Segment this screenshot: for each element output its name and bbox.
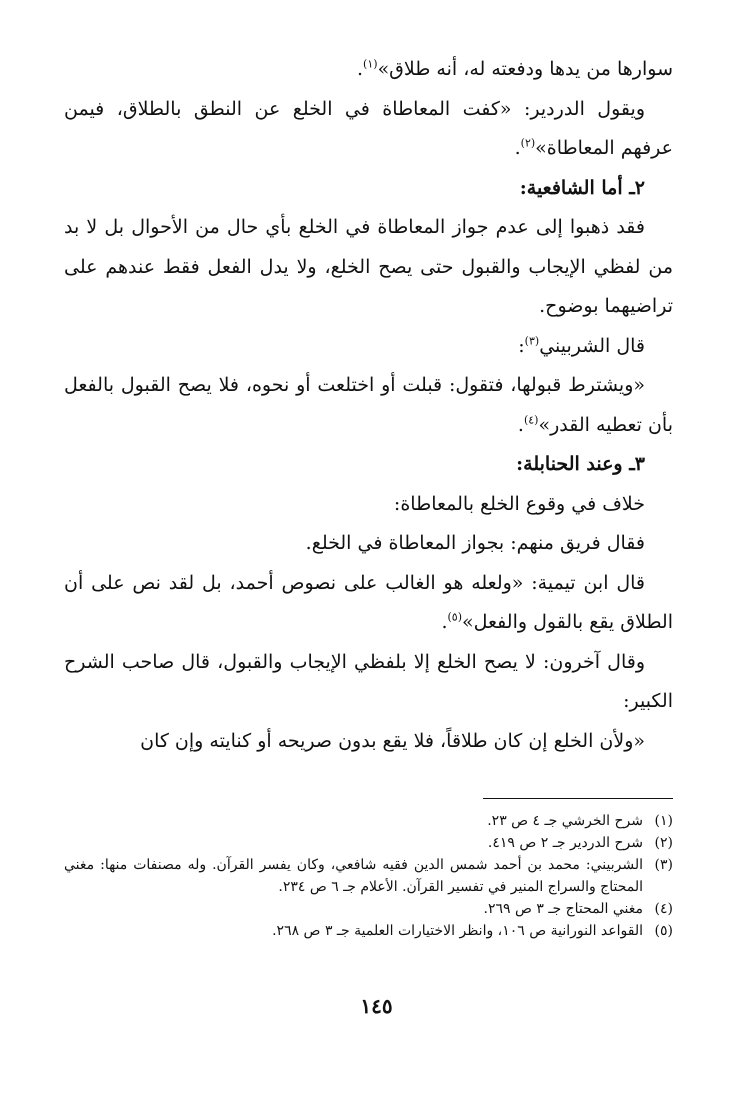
paragraph-4: [64, 327, 673, 367]
footnote-item: [64, 832, 673, 854]
paragraph-end: .: [357, 58, 364, 80]
heading-text: ٣ـ وعند الحنابلة:: [516, 453, 645, 475]
section-heading-hanbali: [64, 445, 673, 485]
paragraph-text: وقال آخرون: لا يصح الخلع إلا بلفظي الإيجاب والقبول، قال صاحب الشرح الكبير:: [64, 650, 673, 712]
footnote-item: [64, 920, 673, 942]
paragraph-2: [64, 90, 673, 169]
section-heading-shafii: [64, 169, 673, 209]
paragraph-text: سوارها من يدها ودفعته له، أنه طلاق»: [377, 58, 673, 80]
footnote-number: (٢): [654, 835, 673, 851]
footnote-ref[interactable]: (٤): [523, 413, 539, 427]
footnote-text: مغني المحتاج جـ ٣ ص ٢٦٩.: [483, 901, 643, 917]
paragraph-text: خلاف في وقوع الخلع بالمعاطاة:: [393, 492, 645, 515]
paragraph-10: [64, 722, 673, 762]
footnote-number: (٣): [654, 857, 673, 873]
paragraph-5: [64, 366, 673, 445]
paragraph-end: .: [517, 413, 524, 436]
footnote-item: [64, 898, 673, 920]
paragraph-text: فقد ذهبوا إلى عدم جواز المعاطاة في الخلع بأي حال من الأحوال بل لا بد من لفظي الإيجاب والقبول حتى يصح الخلع، ولا يدل الفعل فقط عندهم على تراضيهما بوضوح.: [64, 216, 673, 317]
heading-text: ٢ـ أما الشافعية:: [519, 176, 645, 199]
footnote-text: الشربيني: محمد بن أحمد شمس الدين فقيه شافعي، وكان يفسر القرآن. وله مصنفات منها: مغني المحتاج والسراج المنير في تفسير القرآن. الأعلام جـ ٦ ص ٢٣٤.: [64, 857, 643, 895]
footnote-divider: [483, 798, 673, 799]
paragraph-text: «ولأن الخلع إن كان طلاقاً، فلا يقع بدون صريحه أو كنايته وإن كان: [140, 729, 645, 752]
paragraph-text: قال الشربيني: [539, 334, 645, 357]
footnote-text: شرح الخرشي جـ ٤ ص ٢٣.: [487, 813, 643, 829]
footnote-item: [64, 854, 673, 898]
paragraph-6: [64, 485, 673, 525]
paragraph-9: [64, 643, 673, 722]
footnote-number: (٥): [654, 923, 673, 939]
paragraph-7: [64, 524, 673, 564]
footnote-ref[interactable]: (٥): [447, 610, 462, 624]
footnote-ref[interactable]: (٢): [520, 136, 536, 150]
footnote-text: شرح الدردير جـ ٢ ص ٤١٩.: [487, 835, 643, 851]
footnote-ref[interactable]: (١): [363, 57, 378, 71]
paragraph-end: .: [514, 137, 521, 159]
page-number: ١٤٥: [360, 994, 393, 1018]
paragraph-text: «ويشترط قبولها، فتقول: قبلت أو اختلعت أو نحوه، فلا يصح القبول بالفعل بأن تعطيه القدر»: [64, 374, 673, 436]
paragraph-text: فقال فريق منهم: بجواز المعاطاة في الخلع.: [305, 532, 645, 554]
footnote-ref[interactable]: (٣): [524, 334, 540, 348]
footnote-number: (١): [654, 813, 673, 829]
paragraph-8: [64, 564, 673, 643]
paragraph-1: [64, 50, 673, 90]
footnote-item: [64, 810, 673, 832]
footnote-text: القواعد النورانية ص ١٠٦، وانظر الاختيارات العلمية جـ ٣ ص ٢٦٨.: [272, 923, 643, 939]
paragraph-3: [64, 208, 673, 327]
footnote-number: (٤): [654, 901, 673, 917]
paragraph-text: قال ابن تيمية: «ولعله هو الغالب على نصوص أحمد، بل لقد نص على أن الطلاق يقع بالقول والفعل»: [64, 571, 673, 633]
paragraph-end: :: [518, 334, 525, 357]
footnotes: [64, 810, 673, 942]
paragraph-text: ويقول الدردير: «كفت المعاطاة في الخلع عن النطق بالطلاق، فيمن عرفهم المعاطاة»: [64, 97, 673, 159]
paragraph-end: .: [441, 611, 448, 633]
main-text: [64, 50, 673, 761]
